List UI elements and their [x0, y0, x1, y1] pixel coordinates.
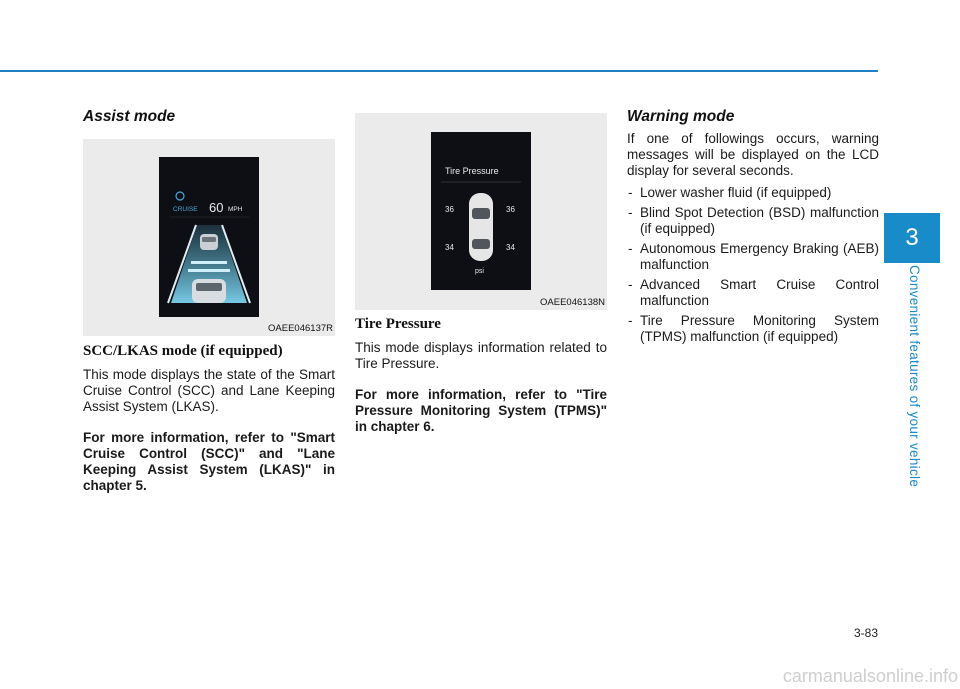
list-item: - Lower washer fluid (if equipped) [627, 185, 879, 201]
scc-lkas-display-illustration [83, 139, 335, 336]
warning-list [627, 185, 879, 345]
scc-lkas-figure [83, 139, 335, 336]
front-right-pressure: 36 [506, 205, 515, 214]
gap-bar [191, 261, 227, 264]
scc-lkas-reference: For more information, refer to "Smart Cruise Control (SCC)" and "Lane Keeping Assist System (LKAS)" in chapter 5. [83, 430, 335, 493]
scc-lkas-subheading: SCC/LKAS mode (if equipped) [83, 343, 283, 359]
cruise-label: CRUISE [173, 206, 198, 213]
list-item: - Autonomous Emergency Braking (AEB) malfunction [627, 241, 879, 273]
warning-mode-heading: Warning mode [627, 108, 735, 125]
header-rule [0, 70, 878, 72]
set-speed: 60 [209, 200, 224, 215]
scc-lkas-description: This mode displays the state of the Smart Cruise Control (SCC) and Lane Keeping Assist System (LKAS). [83, 367, 335, 414]
list-item: - Tire Pressure Monitoring System (TPMS) malfunction (if equipped) [627, 313, 879, 345]
watermark: carmanualsonline.info [782, 666, 958, 686]
assist-mode-heading: Assist mode [83, 108, 176, 125]
chapter-tab [884, 213, 940, 263]
tire-pressure-column [355, 113, 607, 435]
figure-code: OAEE046138N [540, 297, 605, 308]
tire-pressure-subheading: Tire Pressure [355, 316, 441, 332]
list-item: - Advanced Smart Cruise Control malfunction [627, 277, 879, 309]
tire-pressure-display-illustration [355, 113, 607, 310]
page-number: 3-83 [853, 626, 878, 640]
assist-mode-column [83, 108, 335, 494]
list-item: - Blind Spot Detection (BSD) malfunction (if equipped) [627, 205, 879, 237]
tire-pressure-reference: For more information, refer to "Tire Pressure Monitoring System (TPMS)" in chapter 6. [355, 387, 607, 434]
rear-right-pressure: 34 [506, 243, 515, 252]
gap-bar [188, 269, 230, 272]
figure-code: OAEE046137R [268, 323, 333, 334]
front-left-pressure: 36 [445, 205, 454, 214]
pressure-unit: psi [475, 268, 484, 275]
rear-left-pressure: 34 [445, 243, 454, 252]
chapter-title: Convenient features of your vehicle [907, 265, 922, 488]
screen-title: Tire Pressure [445, 166, 499, 176]
tire-pressure-figure [355, 113, 607, 310]
car-top-view-icon [469, 193, 493, 261]
speed-unit: MPH [228, 206, 243, 213]
chapter-number: 3 [905, 224, 919, 251]
warning-mode-intro: If one of followings occurs, warning messages will be displayed on the LCD display for several seconds. [627, 131, 879, 178]
warning-mode-column [627, 108, 879, 349]
tire-pressure-description: This mode displays information related to Tire Pressure. [355, 340, 607, 371]
